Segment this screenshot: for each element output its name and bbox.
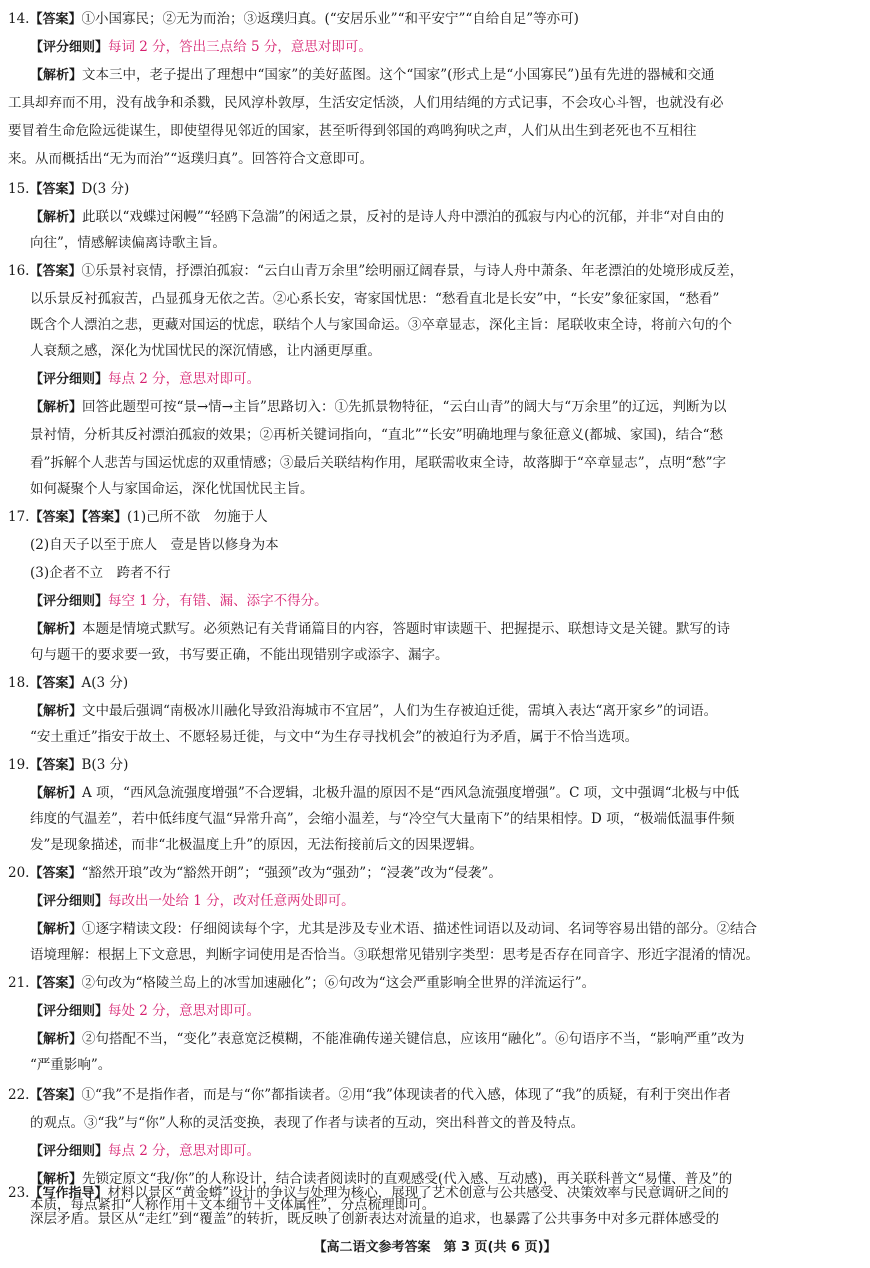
scoring-rule-text: 每点 2 分，意思对即可。 — [108, 371, 261, 387]
section-tag: 【评分细则】 — [30, 372, 109, 387]
text-line — [30, 535, 279, 555]
text-line — [30, 207, 724, 227]
body-text: A 项，“西风急流强度增强”不合逻辑，北极升温的原因不是“西风急流强度增强”。C 项，文中强调“北极与中低 — [82, 785, 740, 801]
section-tag: 【解析】 — [30, 400, 83, 415]
section-tag: 【解析】 — [30, 210, 83, 225]
body-text: 20. — [8, 865, 30, 881]
body-text: 发”是现象描述，而非“北极温度上升”的原因，无法衔接前后文的因果逻辑。 — [30, 837, 483, 853]
section-tag: 【解析】 — [30, 1172, 83, 1187]
body-text: ②句改为“格陵兰岛上的冰雪加速融化”；⑥句改为“这会严重影响全世界的洋流运行”。 — [81, 975, 596, 991]
text-line — [30, 1029, 744, 1049]
text-line — [30, 1055, 111, 1075]
body-text: A(3 分) — [81, 675, 129, 691]
body-text: (2)自天子以至于庶人 壹是皆以修身为本 — [30, 537, 279, 553]
text-line — [30, 1001, 260, 1021]
body-text: 人衰颓之感，深化为忧国忧民的深沉情感，让内涵更厚重。 — [30, 343, 381, 359]
body-text: 文中最后强调“南极冰川融化导致沿海城市不宜居”，人们为生存被迫迁徙，需填入表达“离开家乡”的词语。 — [82, 703, 718, 719]
body-text: ①小国寡民；②无为而治；③返璞归真。(“安居乐业”“和平安宁”“自给自足”等亦可) — [81, 11, 579, 27]
section-tag: 【写作指导】 — [29, 1186, 108, 1201]
text-line — [30, 397, 727, 417]
text-line — [30, 369, 260, 389]
body-text: 21. — [8, 975, 30, 991]
section-tag: 【评分细则】 — [30, 1004, 109, 1019]
body-text: 要冒着生命危险远徙谋生，即使望得见邻近的国家，甚至听得到邻国的鸡鸣狗吠之声，人们从出生到老死也不互相往 — [8, 123, 697, 139]
section-tag: 【答案】【答案】 — [29, 510, 127, 525]
body-text: 既含个人漂泊之悲，更藏对国运的忧虑，联结个人与家国命运。③卒章显志，深化主旨：尾联收束全诗，将前六句的个 — [30, 317, 732, 333]
text-line — [30, 1113, 584, 1133]
text-line — [30, 37, 372, 57]
section-tag: 【答案】 — [29, 676, 82, 691]
text-line — [30, 453, 726, 473]
section-tag: 【解析】 — [30, 786, 83, 801]
body-text: D(3 分) — [81, 181, 130, 197]
section-tag: 【评分细则】 — [30, 40, 109, 55]
body-text: 语境理解：根据上下文意思，判断字词使用是否恰当。③联想常见错别字类型：思考是否存在同音字、形近字混淆的情况。 — [30, 947, 759, 963]
text-line — [8, 507, 268, 527]
scoring-rule-text: 每点 2 分，意思对即可。 — [108, 1143, 261, 1159]
text-line — [8, 9, 579, 29]
body-text: 回答此题型可按“景→情→主旨”思路切入：①先抓景物特征，“云白山青”的阔大与“万余里”的辽远，判断为以 — [82, 399, 727, 415]
body-text: “严重影响”。 — [30, 1057, 112, 1073]
text-line — [30, 341, 381, 361]
text-line — [8, 149, 373, 169]
section-tag: 【解析】 — [30, 622, 83, 637]
text-line — [30, 919, 757, 939]
body-text: 23. — [8, 1185, 30, 1201]
body-text: 向往”，情感解读偏离诗歌主旨。 — [30, 235, 226, 251]
section-tag: 【解析】 — [30, 704, 83, 719]
text-line — [8, 1085, 731, 1105]
text-line — [8, 93, 724, 113]
body-text: 句与题干的要求要一致，书写要正确，不能出现错别字或添字、漏字。 — [30, 647, 449, 663]
body-text: 先锁定原文“我/你”的人称设计，结合读者阅读时的直观感受(代入感、互动感)，再关联科普文“易懂、普及”的 — [82, 1171, 733, 1187]
text-line — [8, 1183, 729, 1203]
text-line — [30, 891, 355, 911]
page-footer: 【高二语文参考答案 第 3 页(共 6 页)】 — [313, 1240, 557, 1255]
body-text: 19. — [8, 757, 30, 773]
text-line — [30, 563, 171, 583]
text-line — [30, 701, 717, 721]
section-tag: 【答案】 — [29, 182, 82, 197]
section-tag: 【评分细则】 — [30, 594, 109, 609]
body-text: 以乐景反衬孤寂苦，凸显孤身无依之苦。②心系长安，寄家国忧思：“愁看直北是长安”中，“长安”象征家国，“愁看” — [30, 291, 720, 307]
body-text: “安土重迁”指安于故土、不愿轻易迁徙，与文中“为生存寻找机会”的被迫行为矛盾，属于不恰当选项。 — [30, 729, 639, 745]
body-text: ①逐字精读文段：仔细阅读每个字，尤其是涉及专业术语、描述性词语以及动词、名词等容易出错的部分。②结合 — [82, 921, 758, 937]
text-line — [30, 809, 735, 829]
body-text: 如何凝聚个人与家国命运，深化忧国忧民主旨。 — [30, 481, 314, 497]
section-tag: 【解析】 — [30, 1032, 83, 1047]
body-text: 18. — [8, 675, 30, 691]
section-tag: 【解析】 — [30, 922, 83, 937]
body-text: (1)己所不欲 勿施于人 — [127, 509, 268, 525]
body-text: 文本三中，老子提出了理想中“国家”的美好蓝图。这个“国家”(形式上是“小国寡民”)虽有先进的器械和交通 — [82, 67, 715, 83]
section-tag: 【答案】 — [29, 1088, 82, 1103]
scoring-rule-text: 每空 1 分，有错、漏、添字不得分。 — [108, 593, 328, 609]
body-text: 景衬情，分析其反衬漂泊孤寂的效果；②再析关键词指向，“直北”“长安”明确地理与象征意义(都城、家国)，结合“愁 — [30, 427, 724, 443]
body-text: 16. — [8, 263, 30, 279]
text-line — [30, 233, 226, 253]
body-text: 本题是情境式默写。必须熟记有关背诵篇目的内容，答题时审读题干、把握提示、联想诗文是关键。默写的诗 — [82, 621, 731, 637]
body-text: ①“我”不是指作者，而是与“你”都指读者。②用“我”体现读者的代入感，体现了“我”的质疑，有利于突出作者 — [81, 1087, 731, 1103]
section-tag: 【答案】 — [29, 12, 82, 27]
body-text: 纬度的气温差”，若中低纬度气温“异常升高”，会缩小温差，与“冷空气大量南下”的结果相悖。D 项，“极端低温事件频 — [30, 811, 735, 827]
body-text: 看”拆解个人悲苦与国运忧虑的双重情感；③最后关联结构作用，尾联需收束全诗，故落脚于“卒章显志”，点明“愁”字 — [30, 455, 727, 471]
text-line — [8, 121, 697, 141]
section-tag: 【解析】 — [30, 68, 83, 83]
body-text: 15. — [8, 181, 30, 197]
body-text: ①乐景衬哀情，抒漂泊孤寂：“云白山青万余里”绘明丽辽阔春景，与诗人舟中萧条、年老漂泊的处境形成反差， — [81, 263, 744, 279]
body-text: 工具却弃而不用，没有战争和杀戮，民风淳朴敦厚，生活安定恬淡，人们用结绳的方式记事，不会攻心斗智，也就没有必 — [8, 95, 724, 111]
text-line — [30, 289, 719, 309]
section-tag: 【答案】 — [29, 758, 82, 773]
body-text: 此联以“戏蝶过闲幔”“轻鸥下急湍”的闲适之景，反衬的是诗人舟中漂泊的孤寂与内心的沉郁，并非“对自由的 — [82, 209, 725, 225]
body-text: B(3 分) — [81, 757, 129, 773]
body-text: 14. — [8, 11, 30, 27]
section-tag: 【答案】 — [29, 264, 82, 279]
text-line — [8, 179, 129, 199]
text-line — [30, 727, 638, 747]
text-line — [30, 425, 723, 445]
body-text: ②句搭配不当，“变化”表意宽泛模糊，不能准确传递关键信息，应该用“融化”。⑥句语序不当，“影响严重”改为 — [82, 1031, 745, 1047]
scoring-rule-text: 每改出一处给 1 分，改对任意两处即可。 — [108, 893, 355, 909]
section-tag: 【答案】 — [29, 976, 82, 991]
body-text: 本质，每点紧扣“人称作用＋文本细节＋文体属性”，分点梳理即可。 — [30, 1197, 436, 1213]
text-line — [8, 673, 128, 693]
body-text: 来。从而概括出“无为而治”“返璞归真”。回答符合文意即可。 — [8, 151, 374, 167]
text-line — [8, 261, 743, 281]
text-line — [8, 863, 502, 883]
body-text: 深层矛盾。景区从“走红”到“覆盖”的转折，既反映了创新表达对流量的追求，也暴露了公共事务中对多元群体感受的 — [30, 1211, 720, 1227]
section-tag: 【评分细则】 — [30, 894, 109, 909]
text-line — [30, 945, 759, 965]
text-line — [8, 973, 595, 993]
text-line — [8, 755, 128, 775]
text-line — [30, 645, 449, 665]
scoring-rule-text: 每词 2 分，答出三点给 5 分，意思对即可。 — [108, 39, 372, 55]
body-text: 17. — [8, 509, 30, 525]
section-tag: 【评分细则】 — [30, 1144, 109, 1159]
text-line — [30, 619, 730, 639]
body-text: 的观点。③“我”与“你”人称的灵活变换，表现了作者与读者的互动，突出科普文的普及特点。 — [30, 1115, 585, 1131]
text-line — [30, 65, 714, 85]
body-text: “豁然开琅”改为“豁然开朗”；“强颈”改为“强劲”；“浸袭”改为“侵袭”。 — [81, 865, 502, 881]
text-line — [30, 591, 328, 611]
section-tag: 【答案】 — [29, 866, 82, 881]
scoring-rule-text: 每处 2 分，意思对即可。 — [108, 1003, 261, 1019]
body-text: 22. — [8, 1087, 30, 1103]
body-text: (3)企者不立 跨者不行 — [30, 565, 171, 581]
text-line — [30, 1141, 260, 1161]
text-line — [30, 315, 732, 335]
body-text: 材料以景区“黄金蟒”设计的争议与处理为核心，展现了艺术创意与公共感受、决策效率与民意调研之间的 — [107, 1185, 729, 1201]
text-line — [30, 835, 483, 855]
text-line — [30, 479, 314, 499]
text-line — [30, 1209, 719, 1229]
text-line — [30, 783, 739, 803]
